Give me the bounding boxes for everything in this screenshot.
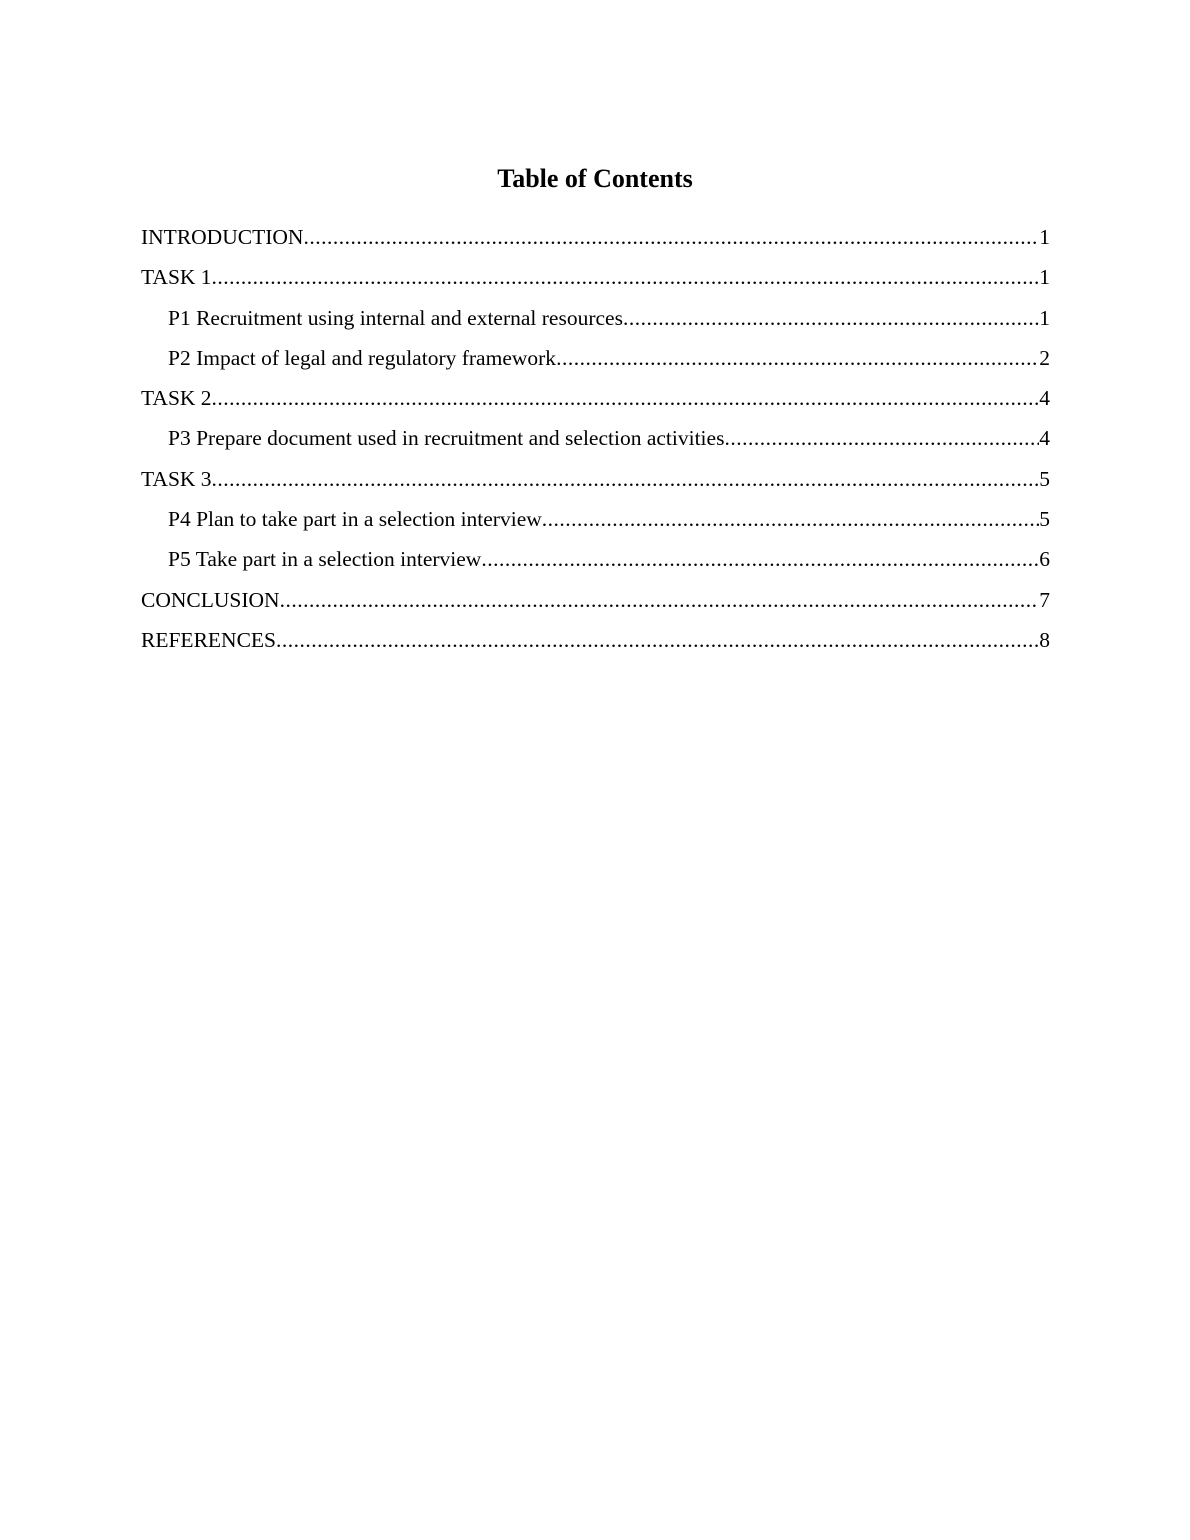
- toc-dot-leader: [724, 421, 1039, 455]
- toc-page-number: 1: [1039, 225, 1050, 249]
- toc-entry-task-2[interactable]: [141, 381, 1050, 421]
- toc-entry-text: TASK 1: [141, 265, 212, 290]
- toc-entry-p1[interactable]: [141, 301, 1050, 341]
- toc-page-number: 2: [1039, 345, 1050, 370]
- toc-entry-text: P3 Prepare document used in recruitment and selection activities: [168, 426, 725, 451]
- toc-page-number: 4: [1039, 386, 1050, 411]
- toc-entry-text: P4 Plan to take part in a selection interview: [168, 507, 542, 532]
- toc-entry-task-3[interactable]: [141, 462, 1050, 502]
- toc-dot-leader: [556, 341, 1039, 375]
- toc-page-number: 5: [1039, 507, 1050, 532]
- toc-dot-leader: [280, 583, 1040, 617]
- toc-dot-leader: [276, 623, 1039, 657]
- toc-entry-introduction[interactable]: [141, 220, 1050, 260]
- toc-entry-conclusion[interactable]: [141, 583, 1050, 623]
- toc-entry-text: REFERENCES: [141, 627, 276, 652]
- toc-entry-text: P2 Impact of legal and regulatory framework: [168, 345, 557, 370]
- toc-entry-p2[interactable]: [141, 341, 1050, 381]
- toc-entry-text: TASK 3: [141, 466, 212, 491]
- toc-dot-leader: [481, 542, 1039, 576]
- toc-entry-p5[interactable]: [141, 542, 1050, 582]
- toc-page-number: 4: [1039, 426, 1050, 451]
- toc-page-number: 1: [1039, 265, 1050, 290]
- toc-dot-leader: [303, 220, 1039, 254]
- toc-entry-p3[interactable]: [141, 421, 1050, 461]
- toc-entry-text: INTRODUCTION: [141, 225, 304, 249]
- toc-page-number: 6: [1039, 547, 1050, 572]
- toc-page-number: 8: [1039, 627, 1050, 652]
- toc-entry-text: P1 Recruitment using internal and external resources: [168, 305, 623, 330]
- toc-dot-leader: [212, 381, 1040, 415]
- toc-dot-leader: [542, 502, 1039, 536]
- toc-dot-leader: [212, 260, 1040, 294]
- toc-page-number: 1: [1039, 305, 1050, 330]
- toc-entry-text: P5 Take part in a selection interview: [168, 547, 482, 572]
- toc-entry-text: TASK 2: [141, 386, 212, 411]
- toc-page-number: 7: [1039, 587, 1050, 612]
- toc-entry-references[interactable]: [141, 623, 1050, 663]
- toc-dot-leader: [212, 462, 1040, 496]
- toc-entry-p4[interactable]: [141, 502, 1050, 542]
- toc-title: Table of Contents: [497, 164, 693, 193]
- toc-dot-leader: [623, 301, 1039, 335]
- toc-list: [141, 220, 1050, 663]
- toc-page-number: 5: [1039, 466, 1050, 491]
- toc-entry-text: CONCLUSION: [141, 587, 280, 612]
- toc-entry-task-1[interactable]: [141, 260, 1050, 300]
